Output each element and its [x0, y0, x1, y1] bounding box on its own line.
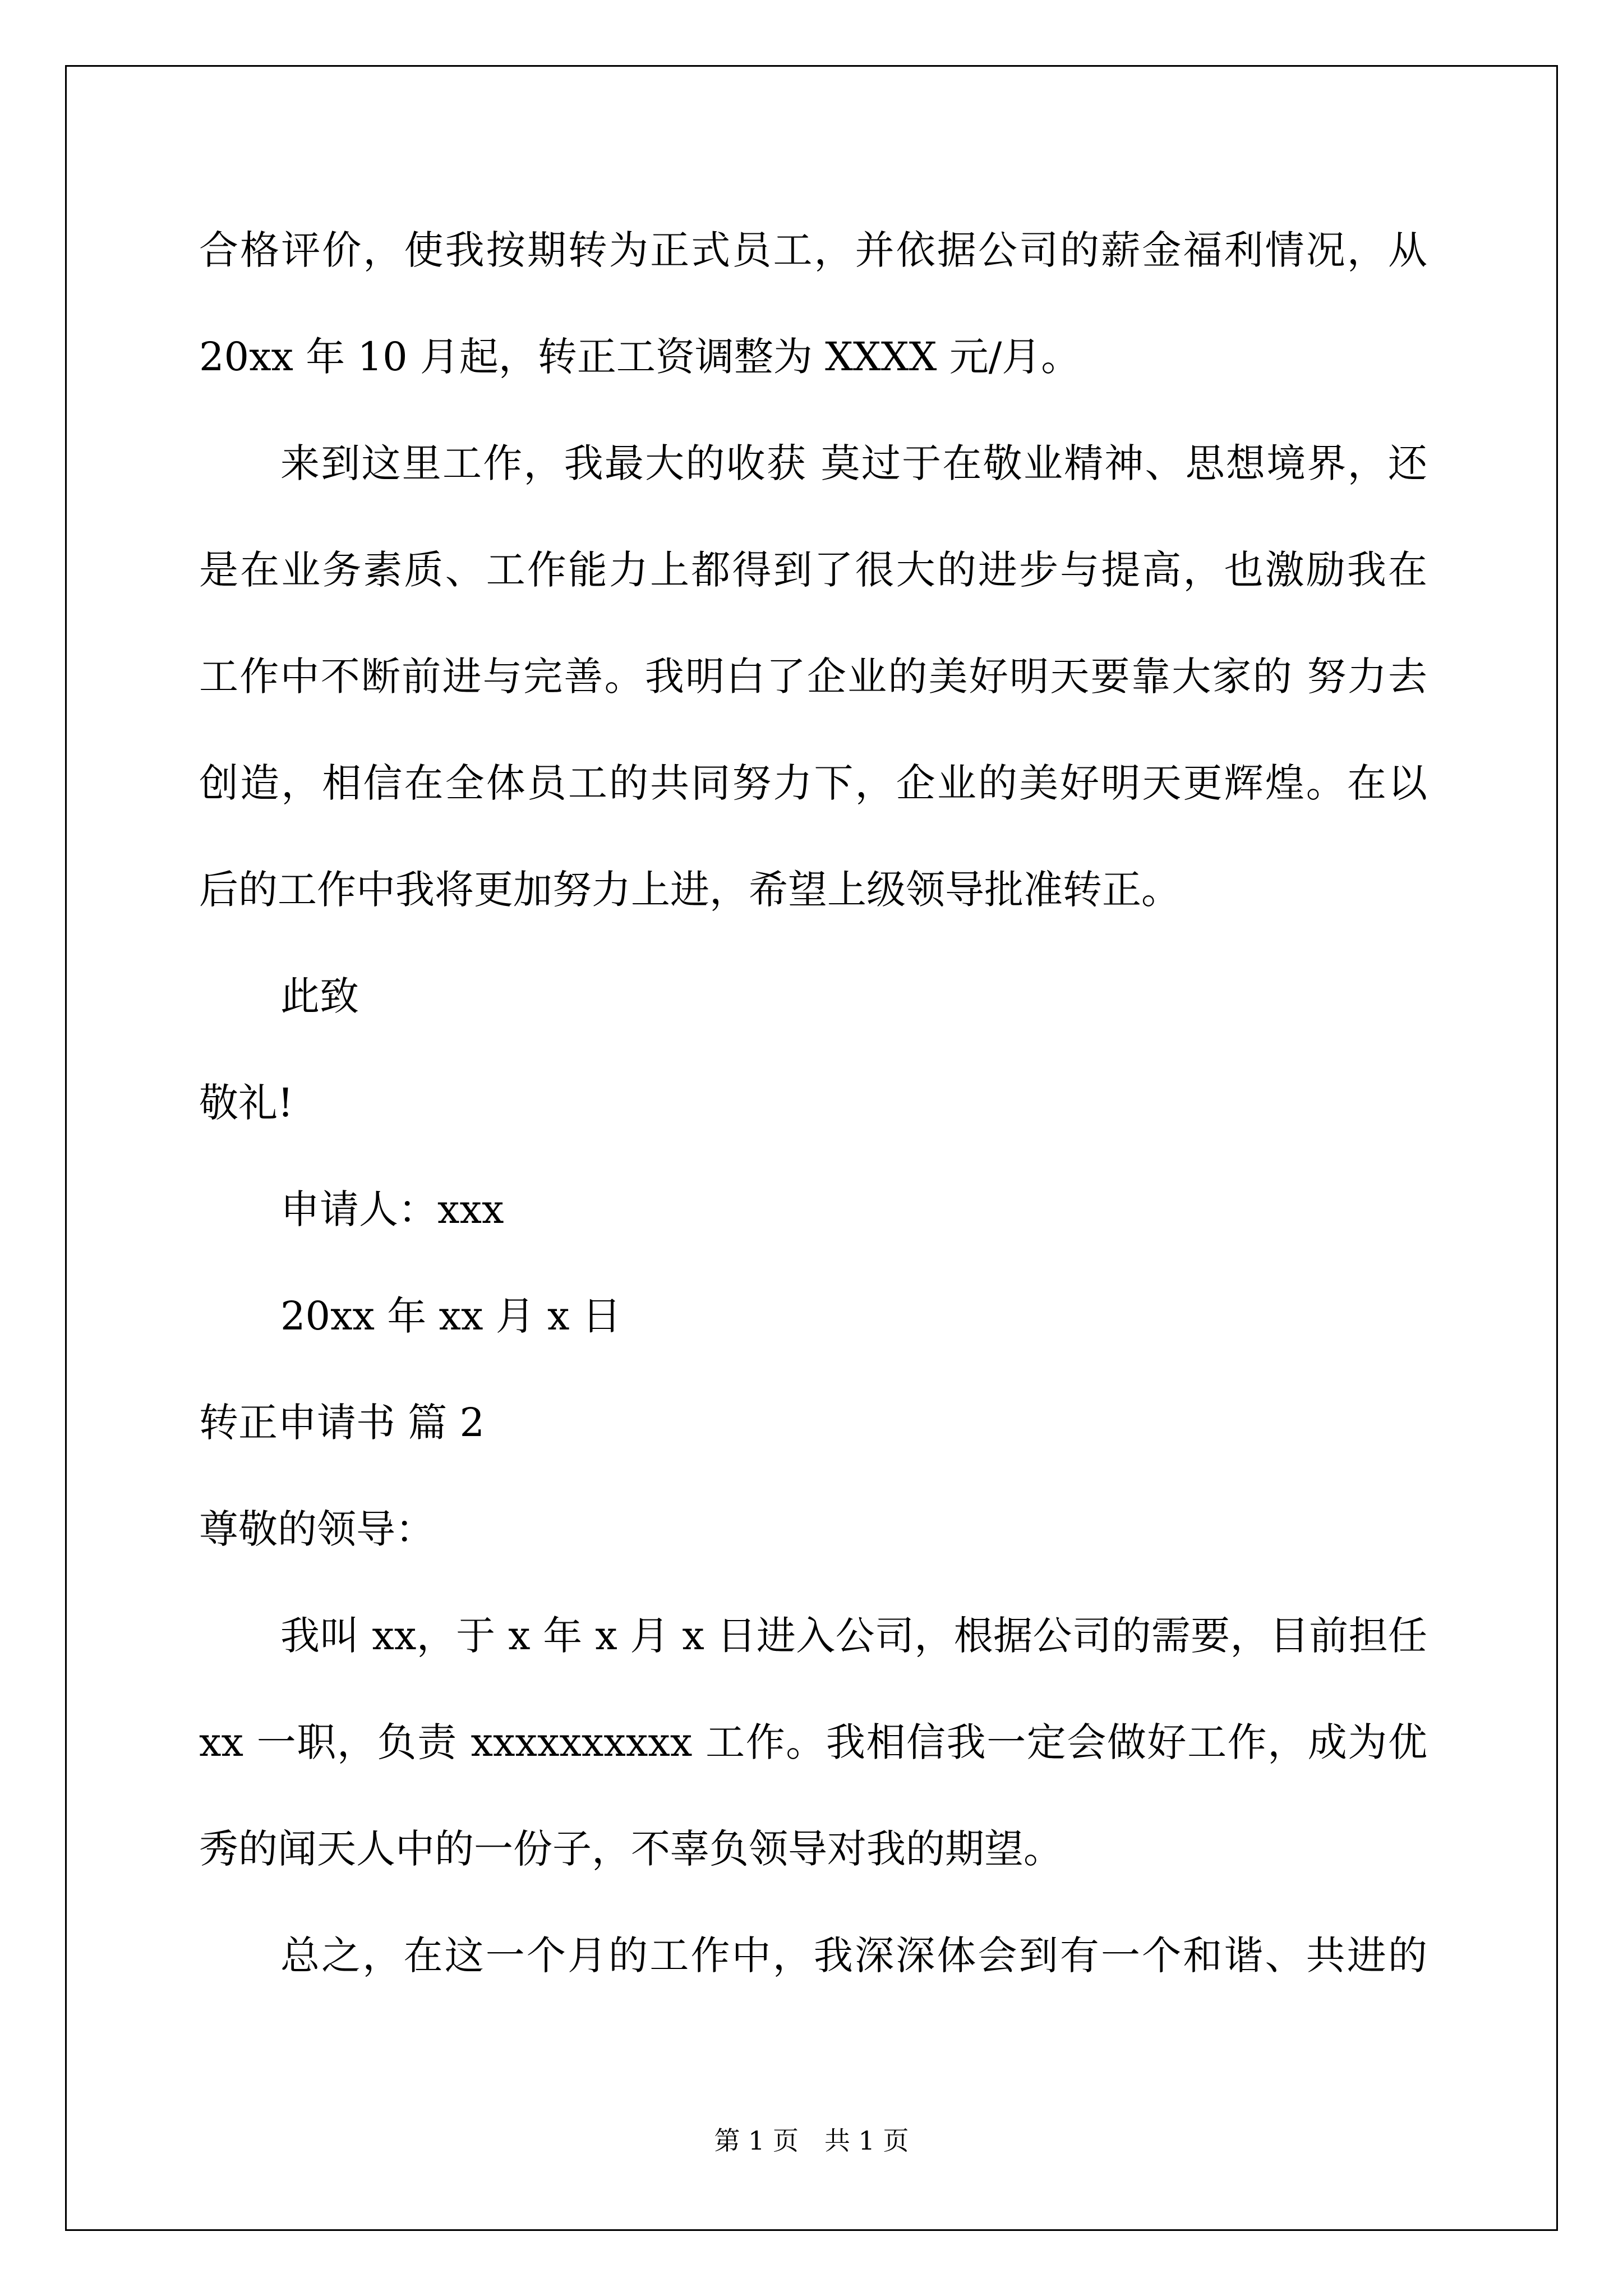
text-line: 工作中不断前进与完善。我明白了企业的美好明天要靠大家的 努力去	[199, 654, 1427, 700]
page-frame	[65, 65, 1558, 2231]
text-line: 来到这里工作，我最大的收获 莫过于在敬业精神、思想境界，还	[280, 440, 1427, 486]
text-line: 我叫 xx，于 x 年 x 月 x 日进入公司，根据公司的需要，目前担任	[280, 1613, 1427, 1659]
greeting: 尊敬的领导：	[199, 1506, 435, 1552]
applicant-name: 申请人：xxx	[280, 1186, 504, 1232]
application-date: 20xx 年 xx 月 x 日	[280, 1293, 621, 1339]
section-title: 转正申请书 篇 2	[199, 1400, 485, 1446]
text-line: 创造，相信在全体员工的共同努力下，企业的美好明天更辉煌。在以	[199, 760, 1427, 806]
text-line: 是在业务素质、工作能力上都得到了很大的进步与提高，也激励我在	[199, 547, 1427, 593]
text-line: 后的工作中我将更加努力上进，希望上级领导批准转正。	[199, 867, 1181, 913]
text-line: 秀的闻天人中的一份子，不辜负领导对我的期望。	[199, 1826, 1063, 1872]
closing-salutation: 此致	[280, 973, 359, 1019]
page-number: 第 1 页 共 1 页	[714, 2125, 909, 2156]
text-line: 总之，在这一个月的工作中，我深深体会到有一个和谐、共进的	[280, 1932, 1427, 1978]
text-line: xx 一职，负责 xxxxxxxxxx 工作。我相信我一定会做好工作，成为优	[199, 1719, 1427, 1765]
text-line: 合格评价，使我按期转为正式员工，并依据公司的薪金福利情况，从	[199, 227, 1427, 273]
closing-regards: 敬礼!	[199, 1080, 294, 1126]
text-line: 20xx 年 10 月起，转正工资调整为 XXXX 元/月。	[199, 334, 1081, 380]
